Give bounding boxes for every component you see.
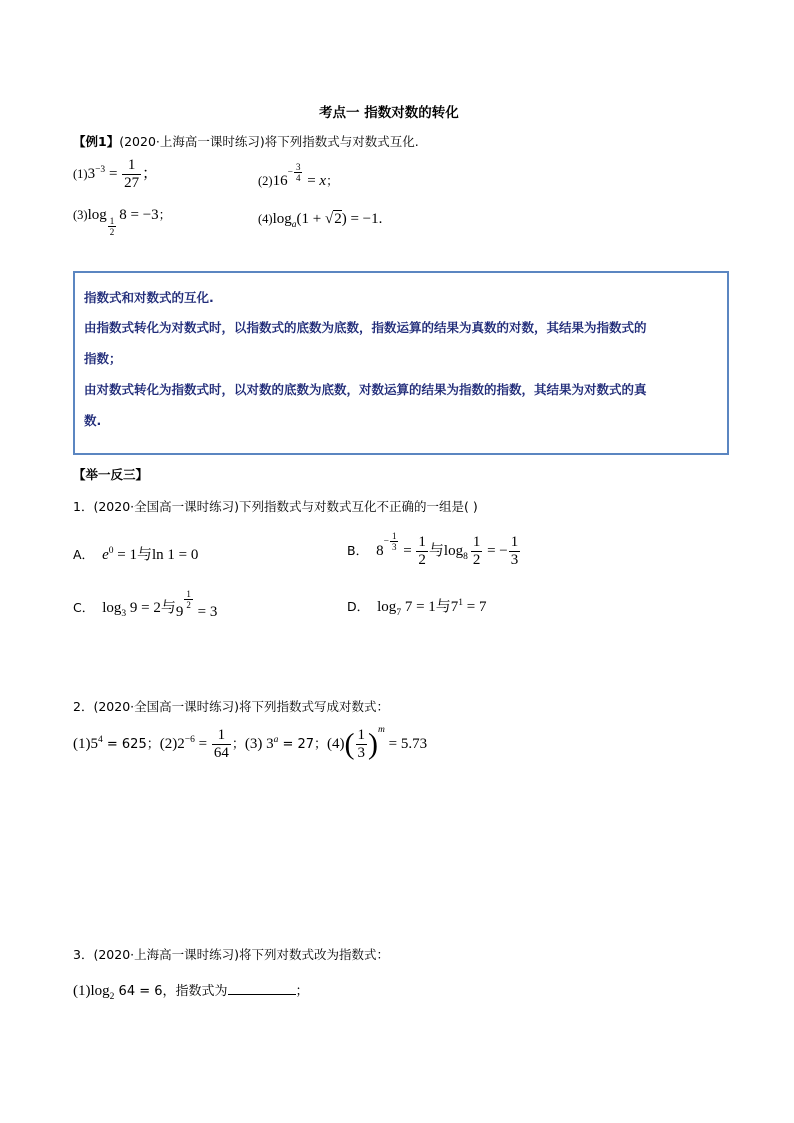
exp-sign: − bbox=[287, 168, 293, 179]
note-line-4: 由对数式转化为指数式时，以对数的底数为底数，对数运算的结果为指数的指数，其结果为对数式的真 bbox=[84, 382, 647, 397]
exponent: m bbox=[378, 724, 385, 735]
argument: 8 = −3 bbox=[119, 207, 159, 223]
equals-result: = 3 bbox=[193, 604, 218, 621]
fraction bbox=[122, 158, 141, 191]
log-base: 3 bbox=[121, 609, 127, 620]
exponent: 1 bbox=[458, 598, 464, 608]
part-1-rest: 64 = 6，指数式为 bbox=[114, 984, 228, 999]
left-paren: ( bbox=[344, 727, 355, 761]
log-base bbox=[107, 215, 118, 237]
part-4-rest: = 5.73 bbox=[384, 735, 428, 752]
numerator: 1 bbox=[186, 589, 191, 599]
section-title: 考点一 指数对数的转化 bbox=[319, 105, 459, 121]
exp-fraction bbox=[390, 532, 399, 552]
numerator: 1 bbox=[510, 534, 519, 550]
denominator: 2 bbox=[109, 226, 115, 237]
denominator: 27 bbox=[124, 175, 140, 191]
exponent: 4 bbox=[98, 734, 103, 745]
exp-sign: − bbox=[383, 536, 389, 547]
note-line-2: 由指数式转化为对数式时，以指数式的底数为底数，指数运算的结果为真数的对数，其结果为指数式的 bbox=[84, 320, 647, 335]
fraction bbox=[416, 535, 428, 568]
semicolon: ； bbox=[295, 984, 309, 999]
part-1: (1)log bbox=[73, 983, 110, 999]
question-1-stem: 1．(2020·全国高一课时练习)下列指数式与对数式互化不正确的一组是( ) bbox=[73, 499, 478, 514]
base: 3 bbox=[87, 165, 96, 182]
equals: = bbox=[105, 165, 122, 182]
example-item-3 bbox=[73, 205, 172, 237]
example-item-4 bbox=[258, 211, 382, 228]
semicolon: ； bbox=[231, 736, 245, 752]
radicand: 2 bbox=[334, 211, 342, 227]
note-line-3: 指数； bbox=[84, 351, 122, 366]
denominator: 2 bbox=[418, 552, 426, 568]
option-label: C． bbox=[73, 600, 95, 616]
denominator: 2 bbox=[186, 600, 191, 610]
option-label: D． bbox=[347, 599, 370, 614]
part-1-rest: = 625； bbox=[102, 736, 160, 752]
example-item-1 bbox=[73, 158, 157, 191]
answer-blank[interactable] bbox=[228, 982, 296, 995]
part-4: (4) bbox=[327, 735, 345, 752]
denominator: 3 bbox=[391, 541, 397, 552]
log-base: 8 bbox=[463, 551, 468, 562]
note-line-1: 指数式和对数式的互化. bbox=[84, 290, 214, 305]
option-text: 与log bbox=[428, 542, 464, 559]
denominator: 3 bbox=[357, 745, 366, 761]
arg-close: ) = −1. bbox=[341, 211, 383, 227]
base: 16 bbox=[272, 173, 288, 190]
denominator: 64 bbox=[213, 745, 229, 761]
semicolon: ； bbox=[142, 163, 158, 182]
log-base: 2 bbox=[109, 992, 115, 1002]
q3-expression bbox=[73, 980, 309, 1000]
note-line-5: 数. bbox=[84, 413, 102, 428]
part-2: (2)2 bbox=[159, 735, 185, 752]
numerator: 1 bbox=[109, 215, 115, 226]
numerator: 1 bbox=[122, 158, 141, 175]
sqrt: √2 bbox=[324, 211, 342, 227]
log-base: 7 bbox=[396, 608, 402, 618]
item-prefix: (1) bbox=[73, 166, 88, 181]
numerator: 1 bbox=[472, 534, 481, 550]
part-3-rest: = 27； bbox=[278, 736, 328, 752]
q1-option-b bbox=[347, 530, 521, 568]
fraction-2 bbox=[471, 535, 483, 568]
example-1-heading bbox=[73, 132, 419, 150]
option-text: 9 = 2与 bbox=[126, 600, 176, 617]
arg-open: (1 + bbox=[296, 211, 325, 227]
q1-option-c bbox=[73, 589, 218, 621]
denominator: 2 bbox=[472, 552, 481, 568]
exponent bbox=[287, 162, 304, 183]
option-label: A． bbox=[73, 547, 95, 562]
question-3-stem: 3．(2020·上海高一课时练习)将下列对数式改为指数式： bbox=[73, 947, 389, 962]
numerator: 1 bbox=[357, 727, 366, 743]
numerator: 1 bbox=[391, 530, 397, 541]
fraction-3 bbox=[509, 535, 521, 568]
question-2-stem: 2．(2020·全国高一课时练习)将下列指数式写成对数式： bbox=[73, 699, 389, 714]
item-prefix: (2) bbox=[258, 174, 273, 189]
base: 8 bbox=[376, 542, 384, 559]
part-1: (1)5 bbox=[73, 735, 98, 752]
fraction bbox=[212, 728, 231, 761]
q1-option-a bbox=[73, 543, 198, 564]
practice-heading: 【举一反三】 bbox=[73, 467, 149, 482]
denominator: 4 bbox=[295, 173, 301, 183]
exponent bbox=[383, 530, 400, 552]
example-source: (2020·上海高一课时练习)将下列指数式与对数式互化. bbox=[119, 134, 419, 149]
log: log bbox=[272, 211, 292, 227]
equals: = bbox=[399, 542, 416, 559]
variable: x bbox=[319, 173, 327, 190]
part-3: (3) 3 bbox=[244, 735, 274, 752]
exponent: −3 bbox=[95, 164, 106, 175]
log-base: a bbox=[291, 220, 297, 230]
item-prefix: (3) bbox=[73, 208, 88, 222]
numerator: 1 bbox=[212, 728, 231, 745]
numerator: 3 bbox=[295, 162, 301, 172]
semicolon: ； bbox=[158, 207, 172, 222]
q1-option-d bbox=[347, 595, 487, 616]
option-label: B． bbox=[347, 542, 369, 558]
base-fraction bbox=[108, 217, 117, 237]
semicolon: ； bbox=[326, 173, 339, 189]
equals-result: = 7 bbox=[463, 599, 487, 615]
numerator: 1 bbox=[418, 534, 426, 550]
option-text: 7 = 1与7 bbox=[401, 599, 459, 615]
exp-fraction bbox=[184, 590, 193, 610]
log: log bbox=[87, 207, 107, 223]
right-paren: ) bbox=[368, 727, 379, 761]
fraction bbox=[356, 728, 368, 761]
e-symbol: e bbox=[102, 547, 109, 563]
exponent bbox=[183, 589, 194, 610]
exp-fraction bbox=[294, 163, 303, 183]
log: log bbox=[377, 599, 397, 615]
exponent: −6 bbox=[184, 734, 195, 745]
exponent: 0 bbox=[108, 546, 114, 556]
base: 9 bbox=[175, 604, 184, 621]
log: log bbox=[102, 600, 122, 617]
q2-expressions bbox=[73, 724, 428, 761]
equals: = − bbox=[483, 542, 508, 559]
item-prefix: (4) bbox=[258, 212, 273, 226]
denominator: 3 bbox=[510, 552, 519, 568]
equals: = bbox=[194, 735, 211, 752]
equals: = bbox=[303, 173, 320, 190]
example-item-2 bbox=[258, 162, 339, 190]
example-label: 【例1】 bbox=[73, 134, 120, 149]
option-text: = 1与ln 1 = 0 bbox=[113, 547, 199, 563]
exponent: a bbox=[273, 734, 279, 745]
